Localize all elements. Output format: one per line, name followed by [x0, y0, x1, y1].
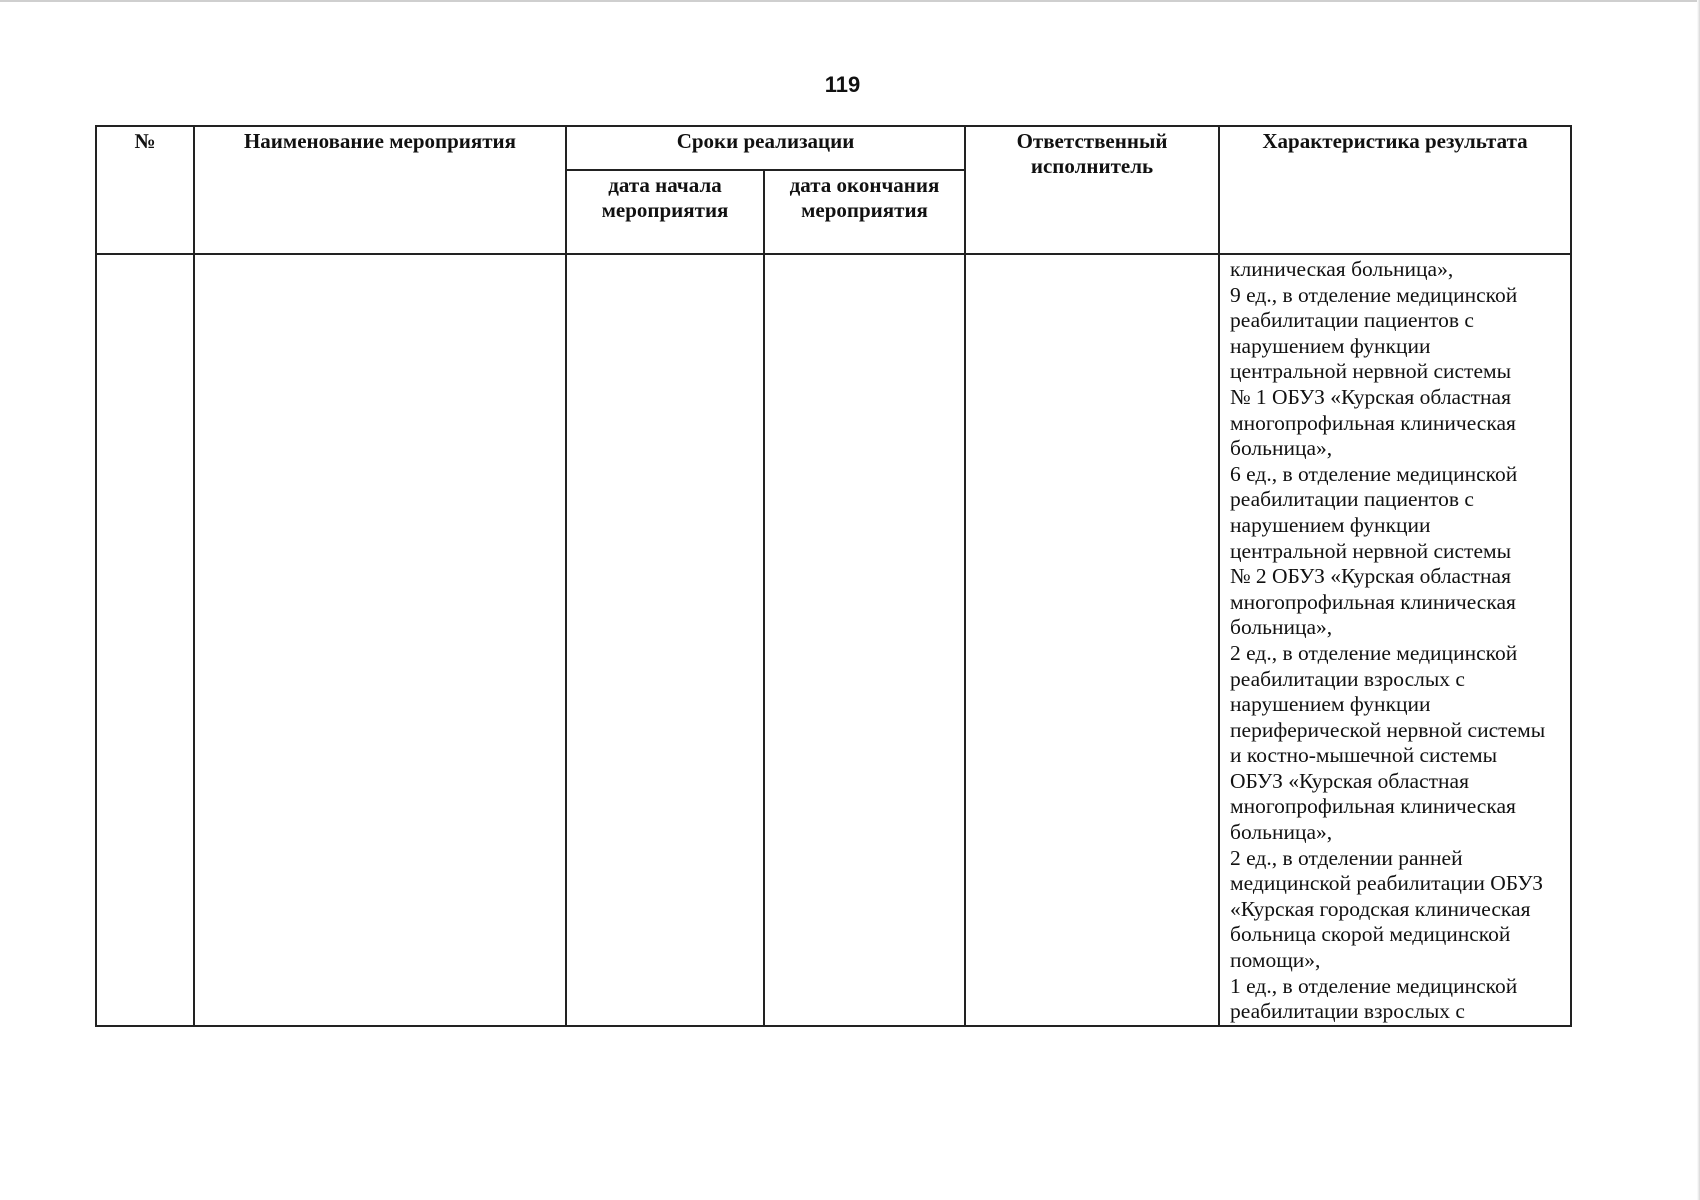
result-line: 9 ед., в отделение медицинской: [1230, 282, 1518, 307]
result-line: нарушением функции: [1230, 692, 1431, 717]
table-row: [96, 254, 1571, 1026]
cell-responsible: [965, 254, 1219, 1026]
result-line: реабилитации взрослых с: [1230, 999, 1465, 1024]
result-line: многопрофильная клиническая: [1230, 410, 1516, 435]
result-line: 2 ед., в отделении ранней: [1230, 845, 1463, 870]
result-line: реабилитации пациентов с: [1230, 487, 1474, 512]
result-line: № 1 ОБУЗ «Курская областная: [1230, 384, 1511, 409]
header-row: [96, 126, 1571, 170]
result-line: помощи»,: [1230, 948, 1321, 973]
header-result: Характеристика результата: [1219, 126, 1571, 254]
result-line: и костно-мышечной системы: [1230, 743, 1498, 768]
header-name: Наименование мероприятия: [194, 126, 566, 254]
cell-start-date: [566, 254, 764, 1026]
result-text: [1230, 257, 1562, 1025]
result-line: периферической нервной системы: [1230, 717, 1546, 742]
result-line: больница скорой медицинской: [1230, 922, 1511, 947]
result-line: реабилитации пациентов с: [1230, 308, 1474, 333]
header-terms: Сроки реализации: [566, 126, 965, 170]
result-line: больница»,: [1230, 820, 1333, 845]
result-line: ОБУЗ «Курская областная: [1230, 768, 1469, 793]
scan-edge-top: [0, 0, 1700, 2]
result-line: 2 ед., в отделение медицинской: [1230, 640, 1518, 665]
cell-end-date: [764, 254, 965, 1026]
result-line: 6 ед., в отделение медицинской: [1230, 461, 1518, 486]
result-line: нарушением функции: [1230, 512, 1431, 537]
cell-result: [1219, 254, 1571, 1026]
activities-table: [95, 125, 1572, 1027]
page-number: 119: [824, 72, 861, 97]
header-end-date: дата окончания мероприятия: [764, 170, 965, 254]
result-line: 1 ед., в отделение медицинской: [1230, 973, 1518, 998]
result-line: центральной нервной системы: [1230, 538, 1512, 563]
result-line: больница»,: [1230, 436, 1333, 461]
result-line: нарушением функции: [1230, 333, 1431, 358]
result-line: клиническая больница»,: [1230, 257, 1454, 281]
result-line: многопрофильная клиническая: [1230, 794, 1516, 819]
result-line: реабилитации взрослых с: [1230, 666, 1465, 691]
result-line: больница»,: [1230, 615, 1333, 640]
result-line: «Курская городская клиническая: [1230, 896, 1531, 921]
header-number: №: [96, 126, 194, 254]
cell-number: [96, 254, 194, 1026]
header-responsible: Ответственный исполнитель: [965, 126, 1219, 254]
result-line: медицинской реабилитации ОБУЗ: [1230, 871, 1544, 896]
header-start-date: дата начала мероприятия: [566, 170, 764, 254]
cell-name: [194, 254, 566, 1026]
result-line: № 2 ОБУЗ «Курская областная: [1230, 564, 1511, 589]
result-line: многопрофильная клиническая: [1230, 589, 1516, 614]
result-line: центральной нервной системы: [1230, 359, 1512, 384]
